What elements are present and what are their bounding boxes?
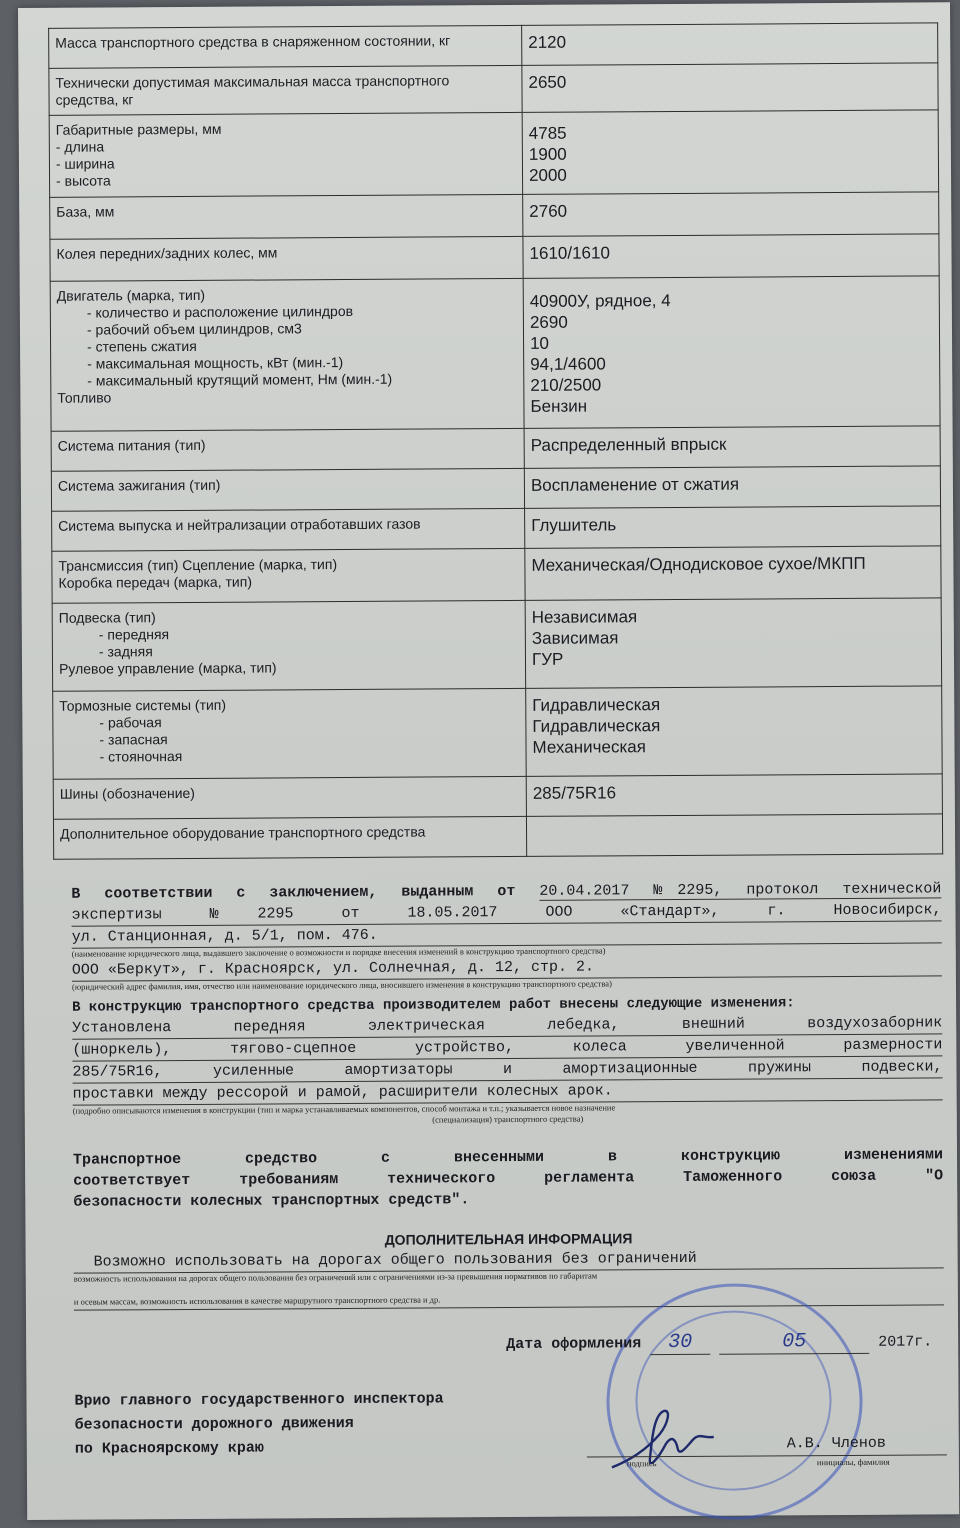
spec-label-line: средства, кг	[55, 91, 134, 108]
spec-label-cell	[52, 548, 525, 603]
spec-label-cell	[50, 278, 524, 431]
spec-label-line: Технически допустимая максимальная масса транспортного	[55, 72, 450, 91]
spec-row	[50, 192, 939, 239]
changes-hint-2: (специализация) транспортного средства)	[432, 1113, 584, 1125]
spec-value-line: 10	[530, 333, 550, 353]
conclusion-hint-1: (наименование юридического лица, выдавшего заключение о возможности и порядке внесения изменений в конструкцию транспортного средства)	[71, 945, 606, 959]
spec-label-line: Колея передних/задних колес, мм	[56, 244, 278, 262]
signatory-line: Врио главного государственного инспектора	[74, 1390, 444, 1410]
spec-label-line: - ширина	[55, 155, 115, 172]
spec-label-line: Шины (обозначение)	[59, 784, 195, 802]
document-sheet	[18, 2, 959, 1520]
spec-value-cell	[524, 466, 940, 509]
spec-label-line: Коробка передач (марка, тип)	[58, 573, 252, 591]
changes-section	[72, 992, 943, 1127]
spec-row	[49, 23, 938, 68]
spec-value-line: 2760	[529, 201, 568, 221]
spec-value-line: 2650	[528, 72, 567, 92]
spec-row	[53, 686, 943, 779]
signatory-line: по Красноярскому краю	[74, 1439, 264, 1458]
spec-value-line: 2120	[528, 32, 567, 52]
spec-label-cell	[49, 112, 522, 197]
conclusion-line-2: экспертизы №2295 от 18.05.2017 ООО «Стандарт», г. Новосибирск,	[71, 899, 941, 926]
spec-value-line: Гидравлическая	[532, 695, 661, 715]
spec-value-cell	[525, 598, 942, 689]
spec-label-line: - максимальная мощность, кВт (мин.-1)	[87, 354, 344, 372]
spec-label-line: - передняя	[98, 626, 170, 643]
spec-value-cell	[523, 192, 939, 237]
spec-label-line: Подвеска (тип)	[58, 609, 156, 626]
signature-hint: подпись	[626, 1458, 657, 1469]
spec-row	[49, 63, 938, 115]
spec-label-cell	[53, 816, 526, 859]
signatory-lines	[74, 1387, 443, 1461]
spec-label-line: - стояночная	[99, 748, 183, 765]
compliance-section	[73, 1144, 943, 1212]
spec-row	[50, 276, 940, 431]
spec-label-cell	[49, 65, 522, 115]
spec-value-cell	[526, 814, 942, 857]
compliance-line: Транспортное средство с внесенными в конструкцию изменениями	[72, 1146, 944, 1169]
spec-value-cell	[522, 110, 938, 195]
spec-label-line: - количество и расположение цилиндров	[86, 302, 354, 321]
date-year: 2017г.	[878, 1333, 933, 1351]
changes-line: 285/75R16, усиленные амортизаторы и амортизационные пружины подвески,	[72, 1056, 942, 1083]
spec-value-line: Глушитель	[531, 515, 617, 535]
spec-label-cell	[53, 688, 527, 779]
spec-label-line: - максимальный крутящий момент, Нм (мин.-1)	[87, 370, 393, 389]
spec-label-line: Габаритные размеры, мм	[55, 120, 222, 138]
changes-line: (шноркель), тягово-сцепное устройство, колеса увеличенной размерности	[72, 1034, 942, 1061]
spec-row	[52, 506, 941, 551]
spec-label-cell	[50, 236, 523, 281]
conclusion-issuer-date: 20.04.2017 №2295, протокол технической	[539, 880, 942, 900]
spec-label-line: - рабочий объем цилиндров, см3	[86, 320, 302, 338]
changes-line: Установлена передняя электрическая лебедка, внешний воздухозаборник	[72, 1012, 942, 1039]
extra-info-section	[73, 1226, 943, 1310]
conclusion-section	[71, 878, 942, 992]
conclusion-lead: В соответствии с заключением, выданным от	[71, 882, 516, 903]
spec-label-line: - степень сжатия	[87, 337, 197, 355]
spec-label-line: Система выпуска и нейтрализации отработавших газов	[58, 515, 421, 534]
extra-info-hint-2: и осевым массам, возможность использования в качестве маршрутного транспортного средства и др.	[74, 1291, 944, 1310]
spec-label-line: Масса транспортного средства в снаряженном состоянии, кг	[55, 32, 451, 51]
spec-label-cell	[51, 428, 524, 471]
spec-row	[49, 110, 938, 197]
spec-row	[52, 598, 942, 691]
date-label: Дата оформления	[506, 1335, 642, 1354]
spec-label-line: Тормозные системы (тип)	[59, 696, 227, 714]
spec-value-cell	[524, 426, 940, 469]
extra-info-value: Возможно использовать на дорогах общего пользования без ограничений	[74, 1246, 944, 1273]
spec-row	[51, 466, 940, 511]
spec-value-line: Механическая/Однодисковое сухое/МКПП	[531, 553, 866, 575]
spec-value-line: Зависимая	[531, 628, 619, 648]
spec-value-line: 1900	[528, 144, 567, 164]
vehicle-spec-table	[48, 22, 943, 859]
date-day: 30	[650, 1332, 710, 1355]
spec-row	[53, 814, 942, 859]
spec-value-line: 40900У, рядное, 4	[529, 291, 671, 311]
date-row	[506, 1330, 946, 1356]
spec-label-line: - длина	[55, 138, 105, 155]
spec-label-cell	[49, 25, 522, 68]
spec-label-line: - запасная	[99, 731, 168, 748]
spec-label-line: База, мм	[56, 203, 115, 220]
spec-value-line: 2000	[528, 165, 567, 185]
spec-label-line: Дополнительное оборудование транспортного средства	[59, 823, 426, 842]
spec-value-line: 285/75R16	[532, 783, 617, 803]
spec-row	[51, 426, 940, 471]
spec-value-cell	[525, 546, 941, 601]
spec-label-line: Топливо	[57, 389, 112, 406]
compliance-line: соответствует требованиям технического регламента Таможенного союза "О	[73, 1167, 944, 1190]
spec-value-line: Воспламенение от сжатия	[530, 474, 740, 495]
conclusion-line-4: ООО «Беркут», г. Красноярск, ул. Солнечная, д. 12, стр. 2.	[72, 954, 942, 981]
spec-value-line: Распределенный впрыск	[530, 434, 727, 455]
spec-label-line: - высота	[56, 172, 111, 189]
spec-label-cell	[52, 508, 525, 551]
handwritten-signature	[602, 1399, 742, 1480]
spec-value-cell	[526, 686, 943, 777]
spec-value-line: ГУР	[531, 649, 564, 669]
spec-value-line	[533, 820, 936, 822]
spec-row	[53, 774, 942, 819]
spec-label-line: Рулевое управление (марка, тип)	[58, 659, 277, 677]
spec-value-line: 2690	[529, 312, 568, 332]
spec-label-cell	[50, 194, 523, 239]
spec-label-line: - рабочая	[99, 714, 162, 731]
spec-value-cell	[522, 23, 938, 66]
signatory-line: безопасности дорожного движения	[74, 1414, 354, 1434]
signatory-name: А.В. Членов	[786, 1434, 886, 1453]
spec-value-cell	[523, 276, 940, 429]
spec-label-line: Двигатель (марка, тип)	[56, 286, 206, 304]
changes-heading: В конструкцию транспортного средства производителем работ внесены следующие изменения:	[72, 995, 795, 1016]
extra-info-heading: ДОПОЛНИТЕЛЬНАЯ ИНФОРМАЦИЯ	[384, 1230, 633, 1248]
date-month: 05	[719, 1331, 869, 1355]
changes-hint-1: (подробно описываются изменения в конструкции (тип и марка устанавливаемых компонентов, способ монтажа и т.п.; указывается новое назначение	[72, 1102, 616, 1116]
spec-value-cell	[522, 63, 938, 113]
conclusion-line-3: ул. Станционная, д. 5/1, пом. 476.	[72, 921, 942, 948]
spec-value-line: Механическая	[532, 737, 646, 757]
spec-value-line: 4785	[528, 123, 567, 143]
spec-label-cell	[51, 468, 524, 511]
spec-label-cell	[53, 776, 526, 819]
spec-row	[52, 546, 941, 603]
spec-value-line: 1610/1610	[529, 243, 610, 263]
spec-label-line: Система питания (тип)	[57, 436, 206, 454]
spec-label-line: Система зажигания (тип)	[57, 476, 221, 494]
spec-label-line: - задняя	[98, 643, 153, 660]
name-hint: инициалы, фамилия	[816, 1456, 890, 1468]
signatory-block	[74, 1387, 443, 1461]
compliance-line: безопасности колесных транспортных средств".	[73, 1191, 470, 1211]
changes-line: проставки между рессорой и рамой, расширители колесных арок.	[73, 1078, 943, 1105]
spec-value-cell	[526, 774, 942, 817]
spec-value-line: 94,1/4600	[530, 354, 606, 374]
conclusion-hint-2: (юридический адрес фамилия, имя, отчество или наименование юридического лица, вносившего изменения в конструкцию транспортного средства)	[71, 978, 612, 992]
spec-value-cell	[525, 506, 941, 549]
compliance-lines	[73, 1144, 943, 1212]
spec-value-line: Бензин	[530, 396, 588, 416]
spec-value-cell	[523, 234, 939, 279]
spec-value-line: 210/2500	[530, 375, 602, 395]
spec-label-cell	[52, 600, 526, 691]
spec-value-line: Независимая	[531, 607, 638, 627]
changes-lines	[72, 1012, 943, 1105]
spec-label-line: Трансмиссия (тип) Сцепление (марка, тип)	[58, 556, 338, 574]
spec-value-line: Гидравлическая	[532, 716, 661, 736]
spec-row	[50, 234, 939, 281]
extra-info-hint-1: возможность использования на дорогах общего пользования без ограничений или с ограничениями из-за превышения нормативов по габаритам	[73, 1270, 598, 1284]
